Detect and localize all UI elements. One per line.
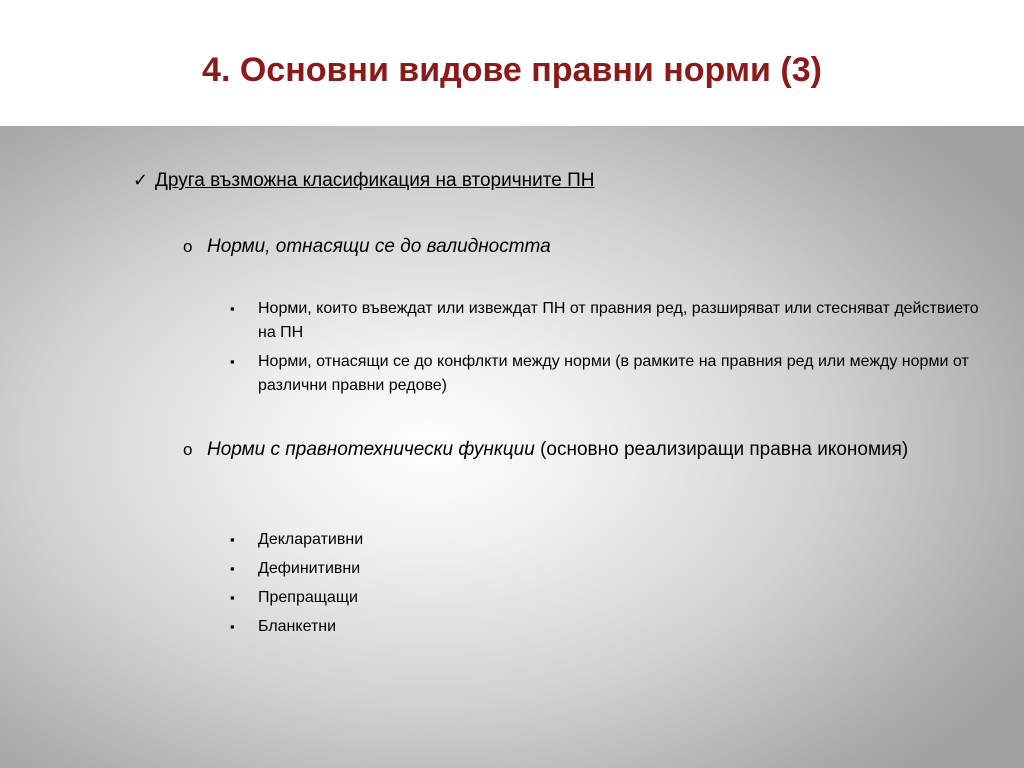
list-item: [230, 297, 990, 345]
title-bar: [0, 0, 1024, 126]
circle-bullet-icon: o: [183, 237, 193, 256]
list-item: [230, 615, 630, 639]
check-icon: ✓: [133, 170, 149, 190]
list-item: [230, 586, 630, 610]
slide-title: 4. Основни видове правни норми (3): [202, 51, 822, 89]
group-one-heading: [183, 233, 883, 261]
list-item-text: Дефинитивни: [258, 560, 361, 577]
square-bullet-icon: ▪: [230, 354, 235, 369]
square-bullet-icon: ▪: [230, 619, 235, 634]
list-item-text: Норми, отнасящи се до конфлкти между норми (в рамките на правния ред или между норми от различни правни редове): [258, 353, 969, 394]
list-item-text: Препращащи: [258, 589, 358, 606]
list-item: [230, 528, 630, 552]
group-two-heading: [183, 436, 953, 464]
list-item-text: Норми, които въвеждат или извеждат ПН от правния ред, разширяват или стесняват действието на ПН: [258, 300, 979, 341]
square-bullet-icon: ▪: [230, 561, 235, 576]
list-item: [230, 557, 630, 581]
main-point-text: Друга възможна класификация на вторичните ПН: [155, 170, 595, 191]
circle-bullet-icon: o: [183, 440, 193, 459]
list-item: [230, 350, 990, 398]
list-item-text: Декларативни: [258, 531, 364, 548]
square-bullet-icon: ▪: [230, 301, 235, 316]
square-bullet-icon: ▪: [230, 532, 235, 547]
group-two-note: (основно реализиращи правна икономия): [534, 439, 909, 460]
group-one-heading-text: Норми, отнасящи се до валидността: [207, 236, 551, 257]
list-item-text: Бланкетни: [258, 618, 337, 635]
square-bullet-icon: ▪: [230, 590, 235, 605]
group-two-heading-text: Норми с правнотехнически функции: [207, 439, 535, 460]
main-point: [133, 167, 594, 194]
